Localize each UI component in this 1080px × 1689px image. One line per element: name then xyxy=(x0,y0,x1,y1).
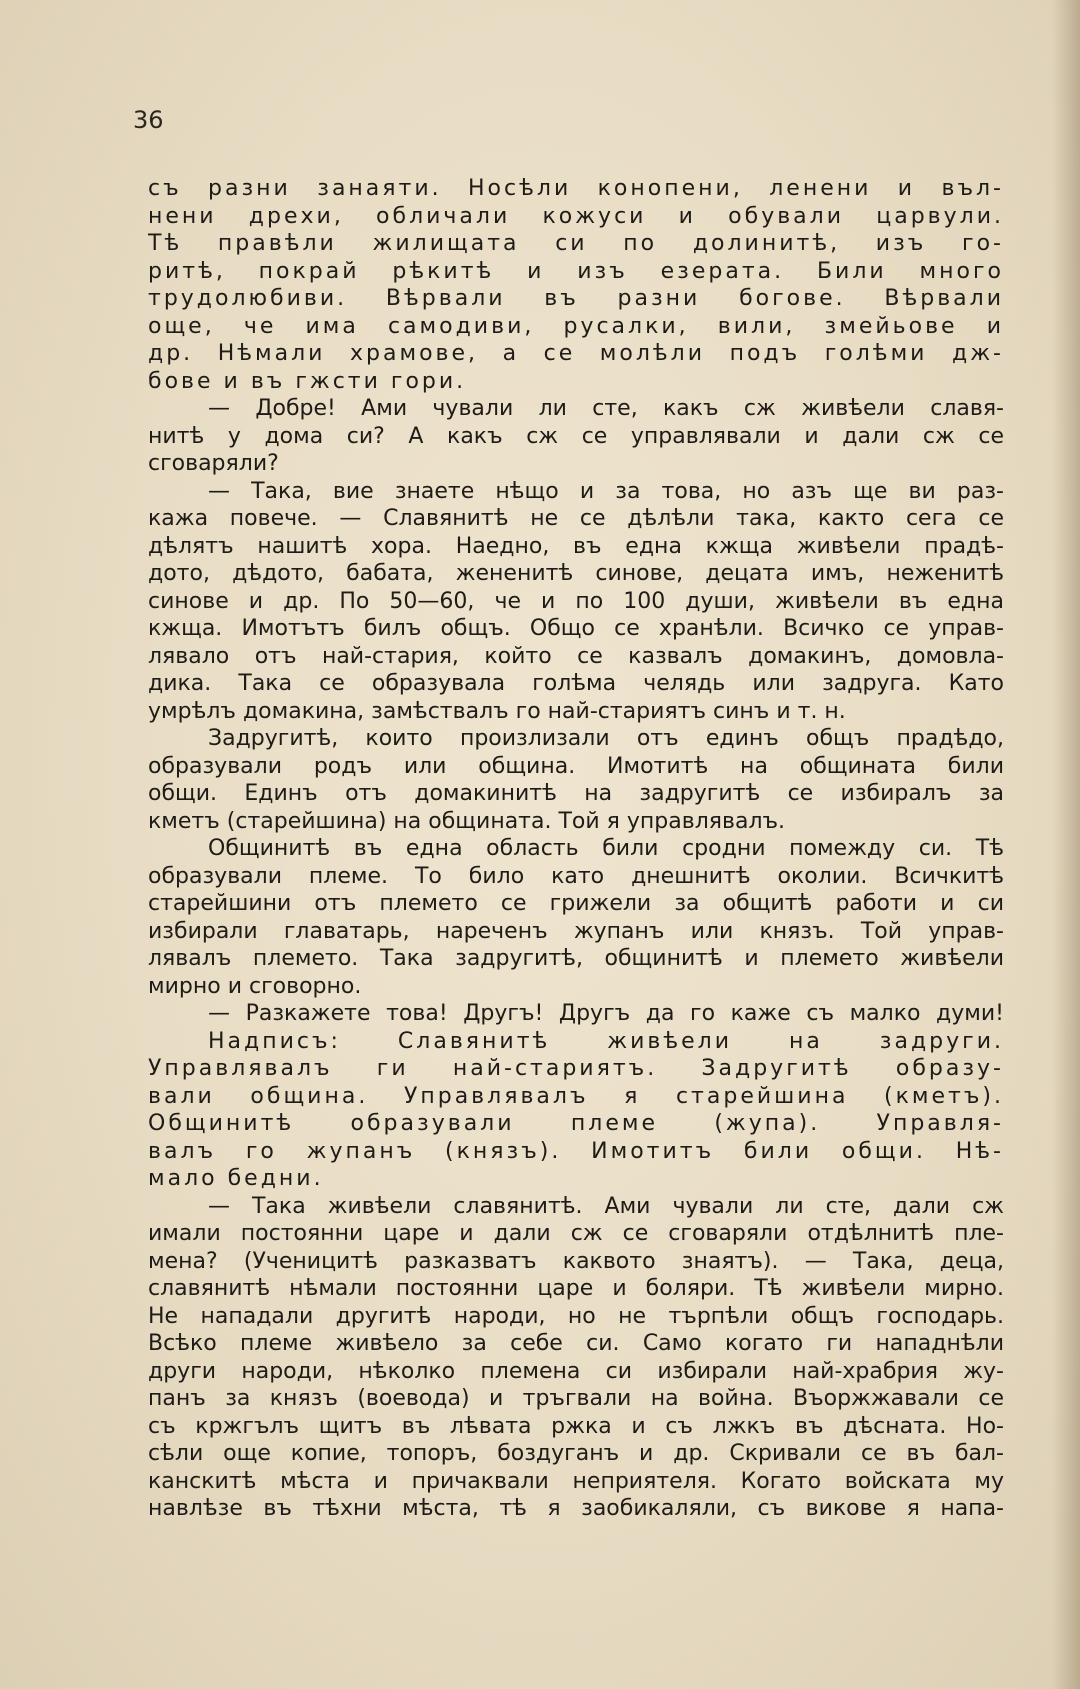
text-line: бове и въ гжсти гори. xyxy=(148,368,467,394)
text-line: Надписъ: Славянитѣ живѣели на задруги. xyxy=(208,1028,1004,1054)
text-line: кжща. Имотътъ билъ общъ. Общо се хранѣли. Всичко се управ- xyxy=(148,616,1004,641)
text-line: ритѣ, покрай рѣкитѣ и изъ езерата. Били много xyxy=(148,258,1004,284)
text-line: вали община. Управлявалъ я старейшина (кметъ). xyxy=(148,1083,1004,1109)
text-line: Общинитѣ образували племе (жупа). Управля- xyxy=(148,1111,1004,1136)
text-line: славянитѣ нѣмали постоянни царе и боляри. Тѣ живѣели мирно. xyxy=(148,1276,1004,1301)
text-line: Общинитѣ въ една область били сродни помежду си. Тѣ xyxy=(208,836,1004,861)
text-line: сговаряли? xyxy=(148,451,279,476)
text-line: други народи, нѣколко племена си избирали най-храбрия жу- xyxy=(148,1358,1004,1384)
text-line: нитѣ у дома си? А какъ сж се управлявали и дали сж се xyxy=(148,423,1004,449)
text-line: — Добре! Ами чували ли сте, какъ сж живѣели славя- xyxy=(208,396,1004,421)
text-line: мало бедни. xyxy=(148,1166,324,1191)
text-line: др. Нѣмали храмове, а се молѣли подъ голѣми дж- xyxy=(148,341,1004,366)
text-line: мирно и сговорно. xyxy=(148,973,362,999)
text-line: дика. Така се образувала голѣма челядь или задруга. Като xyxy=(148,671,1004,696)
text-line: нени дрехи, обличали кожуси и обували царвули. xyxy=(148,203,1004,229)
text-line: дѣлятъ нашитѣ хора. Наедно, въ една кжща живѣели прадѣ- xyxy=(148,533,1004,559)
text-line: още, че има самодиви, русалки, вили, змейьове и xyxy=(148,313,1004,339)
text-line: избирали главатарь, нареченъ жупанъ или князъ. Той управ- xyxy=(148,918,1004,944)
text-line: Не нападали другитѣ народи, но не търпѣли общъ господарь. xyxy=(148,1303,1004,1329)
body-text xyxy=(148,175,1004,1523)
text-line: имали постоянни царе и дали сж се сговаряли отдѣлнитѣ пле- xyxy=(148,1221,1004,1246)
text-line: Управлявалъ ги най-стариятъ. Задругитѣ образу- xyxy=(148,1056,1004,1081)
text-line: — Така, вие знаете нѣщо и за това, но азъ ще ви раз- xyxy=(208,478,1004,504)
page-number: 36 xyxy=(133,106,164,134)
text-line: старейшини отъ племето се грижели за общитѣ работи и си xyxy=(148,891,1004,916)
text-line: синове и др. По 50—60, че и по 100 души, живѣели въ една xyxy=(148,588,1004,614)
text-line: канскитѣ мѣста и причаквали неприятеля. Когато войската му xyxy=(148,1468,1004,1494)
text-line: панъ за князъ (воевода) и тръгвали на война. Въоржжавали се xyxy=(148,1386,1004,1411)
page-edge-shadow xyxy=(1052,0,1080,1689)
text-line: съ кржгълъ щитъ въ лѣвата ржка и съ лжкъ въ дѣсната. Но- xyxy=(148,1413,1004,1439)
text-line: трудолюбиви. Вѣрвали въ разни богове. Вѣрвали xyxy=(148,286,1004,311)
text-line: мена? (Ученицитѣ разказватъ каквото знаятъ). — Така, деца, xyxy=(148,1248,1004,1274)
text-line: кажа повече. — Славянитѣ не се дѣлѣли така, както сега се xyxy=(148,506,1004,531)
text-line: Тѣ правѣли жилищата си по долинитѣ, изъ го- xyxy=(148,231,1004,256)
text-line: — Разкажете това! Другъ! Другъ да го каже съ малко думи! xyxy=(208,1001,1004,1026)
text-line: дото, дѣдото, бабата, жененитѣ синове, децата имъ, неженитѣ xyxy=(148,561,1004,586)
text-line: кметъ (старейшина) на общината. Той я управлявалъ. xyxy=(148,808,786,834)
text-line: — Така живѣели славянитѣ. Ами чували ли сте, дали сж xyxy=(208,1193,1004,1219)
text-line: общи. Единъ отъ домакинитѣ на задругитѣ се избиралъ за xyxy=(148,781,1004,806)
text-line: образували племе. То било като днешнитѣ околии. Всичкитѣ xyxy=(148,863,1004,889)
text-line: сѣли още копие, топоръ, боздуганъ и др. Скривали се въ бал- xyxy=(148,1441,1004,1466)
text-line: лявало отъ най-стария, който се казвалъ домакинъ, домовла- xyxy=(148,643,1004,669)
text-line: Всѣко племе живѣело за себе си. Само когато ги нападнѣли xyxy=(148,1331,1004,1356)
text-line: навлѣзе въ тѣхни мѣста, тѣ я заобикаляли, съ викове я напа- xyxy=(148,1496,1004,1521)
text-line: валъ го жупанъ (князъ). Имотитъ били общи. Нѣ- xyxy=(148,1138,1004,1164)
text-line: съ разни занаяти. Носѣли конопени, ленени и въл- xyxy=(148,176,1004,201)
text-line: лявалъ племето. Така задругитѣ, общинитѣ и племето живѣели xyxy=(148,946,1004,971)
text-line: умрѣлъ домакина, замѣствалъ го най-стариятъ синъ и т. н. xyxy=(148,698,846,724)
text-line: Задругитѣ, които произлизали отъ единъ общъ прадѣдо, xyxy=(208,726,1004,751)
text-line: образували родъ или община. Имотитѣ на общината били xyxy=(148,753,1004,779)
